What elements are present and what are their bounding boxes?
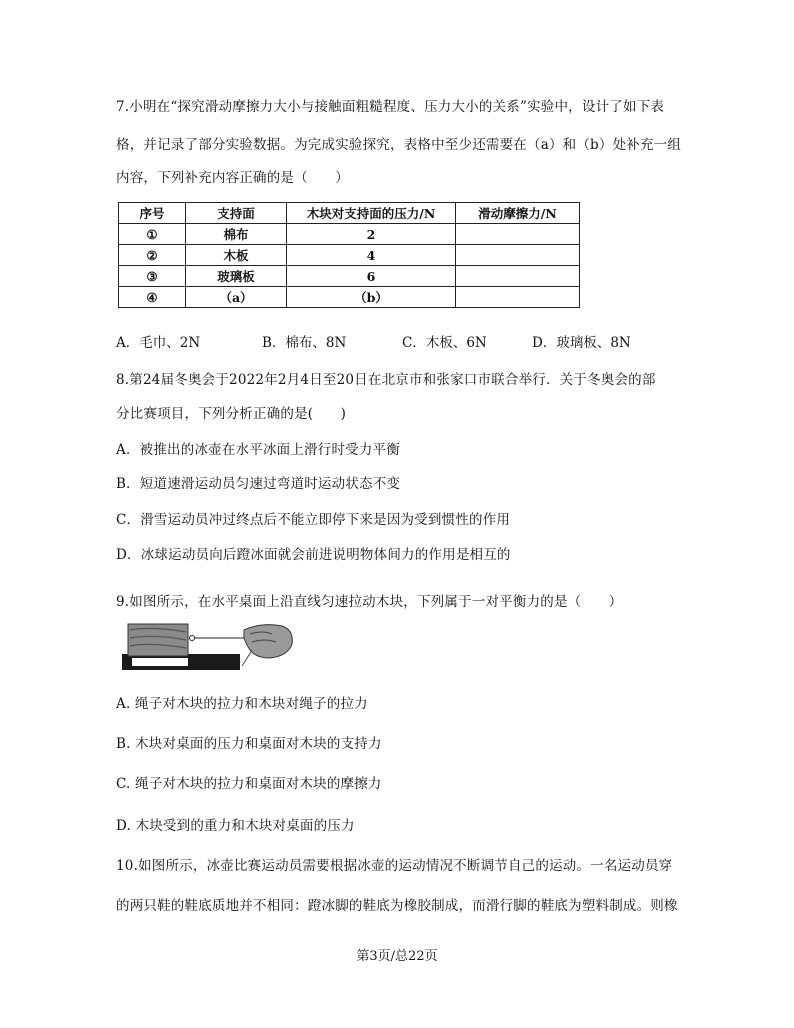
hand-thumb	[242, 650, 252, 666]
table-header-row	[119, 203, 580, 224]
table-cell	[456, 245, 580, 266]
q7-stem-line-2: 格，并记录了部分实验数据。为完成实验探究，表格中至少还需要在（a）和（b）处补充一组	[116, 137, 682, 153]
q7-option-a: A．毛巾、2N	[116, 335, 201, 351]
table-cell	[456, 266, 580, 287]
q8-option-a: A．被推出的冰壶在水平冰面上滑行时受力平衡	[116, 442, 400, 458]
q10-stem-line-2: 的两只鞋的鞋底质地并不相同：蹬冰脚的鞋底为橡胶制成，而滑行脚的鞋底为塑料制成。则橡	[116, 898, 678, 914]
q10-stem-line-1: 10.如图所示，冰壶比赛运动员需要根据冰壶的运动情况不断调节自己的运动。一名运动员穿	[116, 858, 673, 874]
hand	[244, 625, 292, 658]
table-cell: （b）	[287, 287, 456, 308]
q7-option-c: C．木板、6N	[402, 335, 487, 351]
table-cell: （a）	[186, 287, 287, 308]
q8-stem-line-1: 8.第24届冬奥会于2022年2月4日至20日在北京市和张家口市联合举行．关于冬奥会的部	[116, 372, 656, 388]
table-header-cell: 序号	[119, 203, 186, 224]
q9-option-a: A. 绳子对木块的拉力和木块对绳子的拉力	[116, 696, 368, 712]
table-row	[119, 245, 580, 266]
table-header-cell: 木块对支持面的压力/N	[287, 203, 456, 224]
page-footer: 第3页/总22页	[356, 949, 438, 964]
table-cell: ④	[119, 287, 186, 308]
table-cell: 木板	[186, 245, 287, 266]
q9-figure-wood-block-pulled-by-hand	[122, 620, 294, 672]
table-cell: 棉布	[186, 224, 287, 245]
q9-option-b: B. 木块对桌面的压力和桌面对木块的支持力	[116, 736, 382, 752]
table-cell	[456, 224, 580, 245]
table-row	[119, 266, 580, 287]
hook	[190, 636, 195, 641]
table-cell: 玻璃板	[186, 266, 287, 287]
table-cell	[456, 287, 580, 308]
table-row	[119, 287, 580, 308]
table-cell: 2	[287, 224, 456, 245]
q8-option-b: B．短道速滑运动员匀速过弯道时运动状态不变	[116, 476, 401, 492]
table-row	[119, 224, 580, 245]
q7-option-b: B．棉布、8N	[262, 335, 347, 351]
q9-option-c: C. 绳子对木块的拉力和桌面对木块的摩擦力	[116, 776, 382, 792]
table-surface-highlight	[132, 658, 188, 666]
q7-stem-line-3: 内容，下列补充内容正确的是（ ）	[116, 170, 349, 186]
q7-options	[116, 331, 631, 351]
q9-option-d: D. 木块受到的重力和木块对桌面的压力	[116, 818, 355, 834]
q8-option-c: C．滑雪运动员冲过终点后不能立即停下来是因为受到惯性的作用	[116, 512, 511, 528]
q8-option-d: D．冰球运动员向后蹬冰面就会前进说明物体间力的作用是相互的	[116, 547, 511, 563]
q8-stem-line-2: 分比赛项目，下列分析正确的是( )	[116, 406, 347, 422]
table-cell: 6	[287, 266, 456, 287]
table-cell: ③	[119, 266, 186, 287]
table-cell: ①	[119, 224, 186, 245]
table-header-cell: 支持面	[186, 203, 287, 224]
table-cell: 4	[287, 245, 456, 266]
table-header-cell: 滑动摩擦力/N	[456, 203, 580, 224]
table-cell: ②	[119, 245, 186, 266]
q7-option-d: D．玻璃板、8N	[532, 335, 631, 351]
q7-data-table	[118, 202, 580, 308]
q9-stem-line-1: 9.如图所示，在水平桌面上沿直线匀速拉动木块，下列属于一对平衡力的是（ ）	[116, 594, 623, 610]
q7-stem-line-1: 7.小明在“探究滑动摩擦力大小与接触面粗糙程度、压力大小的关系”实验中，设计了如下表	[116, 99, 665, 115]
